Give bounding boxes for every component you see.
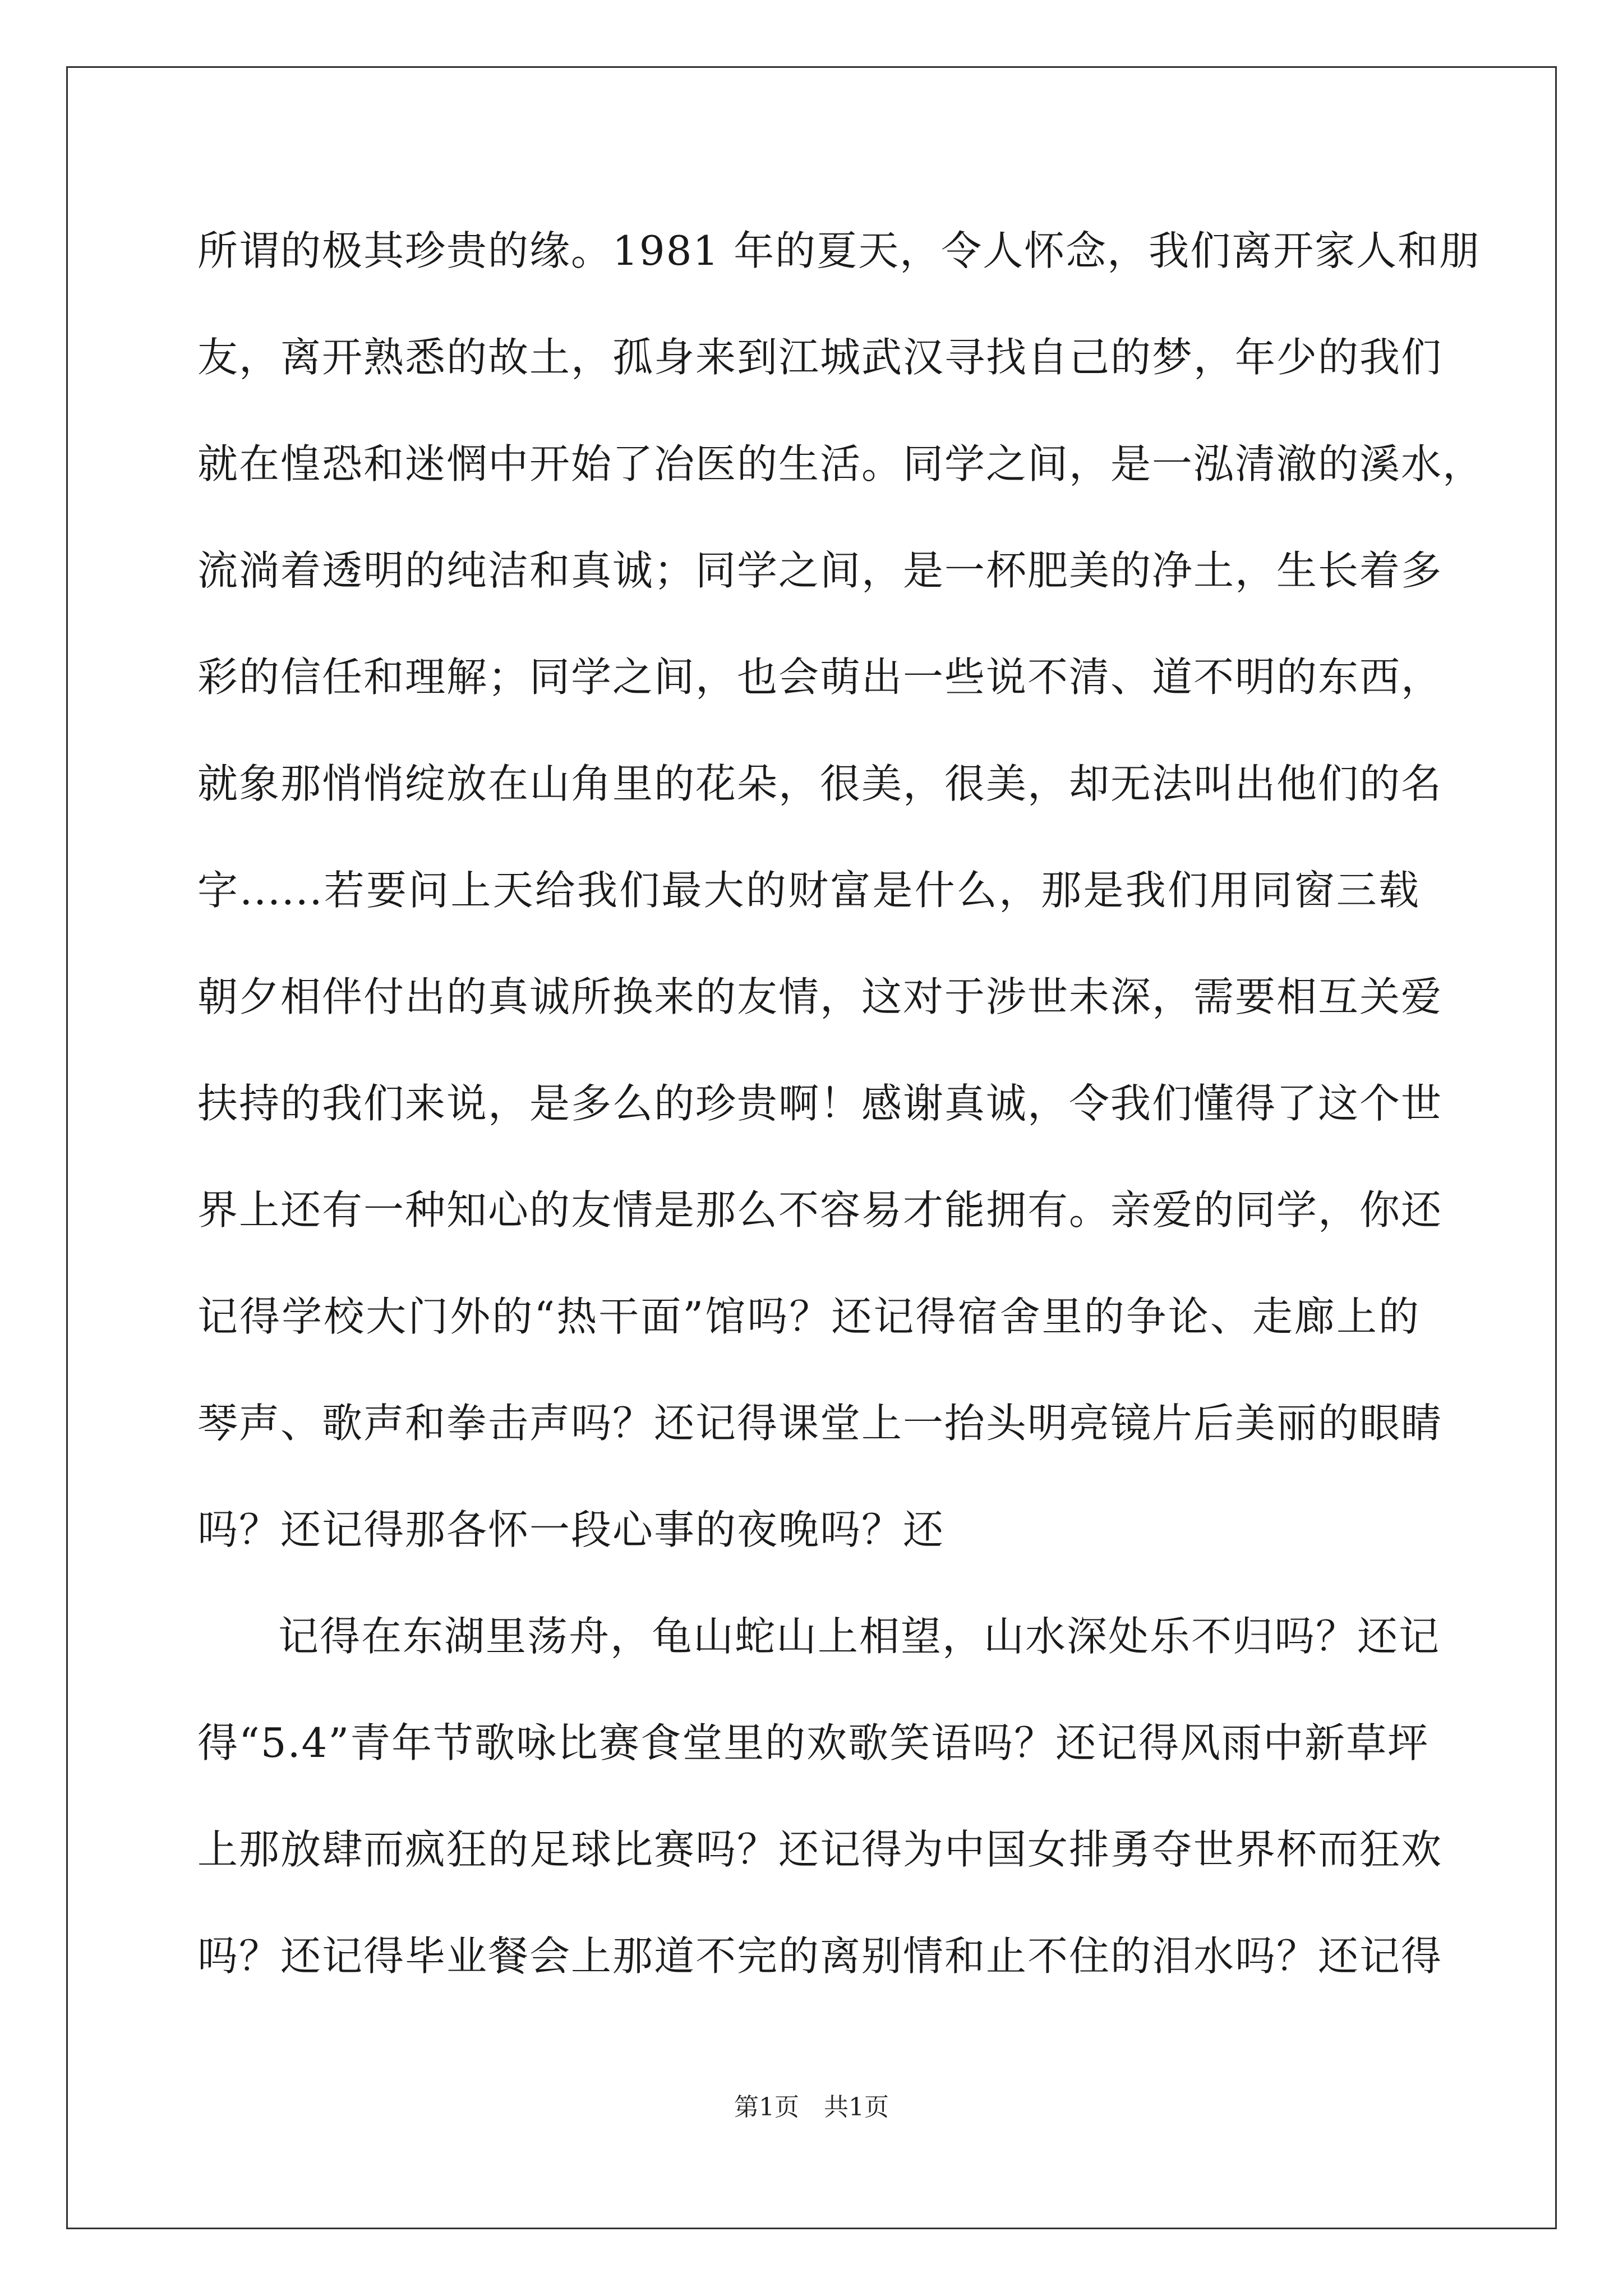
text-line: 界上还有一种知心的友情是那么不容易才能拥有。亲爱的同学，你还 [197,1186,1443,1234]
text-line: 就在惶恐和迷惘中开始了冶医的生活。同学之间，是一泓清澈的溪水， [197,440,1484,487]
text-line: 彩的信任和理解；同学之间，也会萌出一些说不清、道不明的东西， [197,654,1443,701]
text-line: 吗？还记得毕业餐会上那道不完的离别情和止不住的泪水吗？还记得 [197,1932,1443,1980]
paragraph-1 [197,197,1484,1583]
page-total: 共1页 [824,2093,889,2122]
page-footer [0,2087,1623,2123]
text-line: 朝夕相伴付出的真诚所换来的友情，这对于涉世未深，需要相互关爱 [197,973,1443,1020]
text-line: 记得在东湖里荡舟，龟山蛇山上相望，山水深处乐不归吗？还记 [278,1613,1441,1660]
text-line: 琴声、歌声和拳击声吗？还记得课堂上一抬头明亮镜片后美丽的眼睛 [197,1400,1443,1447]
text-line: 友，离开熟悉的故土，孤身来到江城武汉寻找自己的梦，年少的我们 [197,334,1443,381]
text-line: 吗？还记得那各怀一段心事的夜晚吗？还 [197,1506,945,1553]
text-line: 字......若要问上天给我们最大的财富是什么，那是我们用同窗三载 [197,867,1420,914]
text-line: 上那放肆而疯狂的足球比赛吗？还记得为中国女排勇夺世界杯而狂欢 [197,1826,1443,1873]
text-line: 流淌着透明的纯洁和真诚；同学之间，是一杯肥美的净土，生长着多 [197,547,1443,594]
page-number: 第1页 [734,2093,799,2122]
paragraph-2 [197,1583,1443,2009]
text-line: 得“5.4”青年节歌咏比赛食堂里的欢歌笑语吗？还记得风雨中新草坪 [197,1719,1430,1766]
text-line: 扶持的我们来说，是多么的珍贵啊！感谢真诚，令我们懂得了这个世 [197,1080,1443,1127]
document-body [197,197,1484,2009]
text-line: 就象那悄悄绽放在山角里的花朵，很美，很美，却无法叫出他们的名 [197,760,1443,807]
text-line: 记得学校大门外的“热干面”馆吗？还记得宿舍里的争论、走廊上的 [197,1293,1420,1340]
text-line: 所谓的极其珍贵的缘。1981 年的夏天，令人怀念，我们离开家人和朋 [197,227,1481,274]
